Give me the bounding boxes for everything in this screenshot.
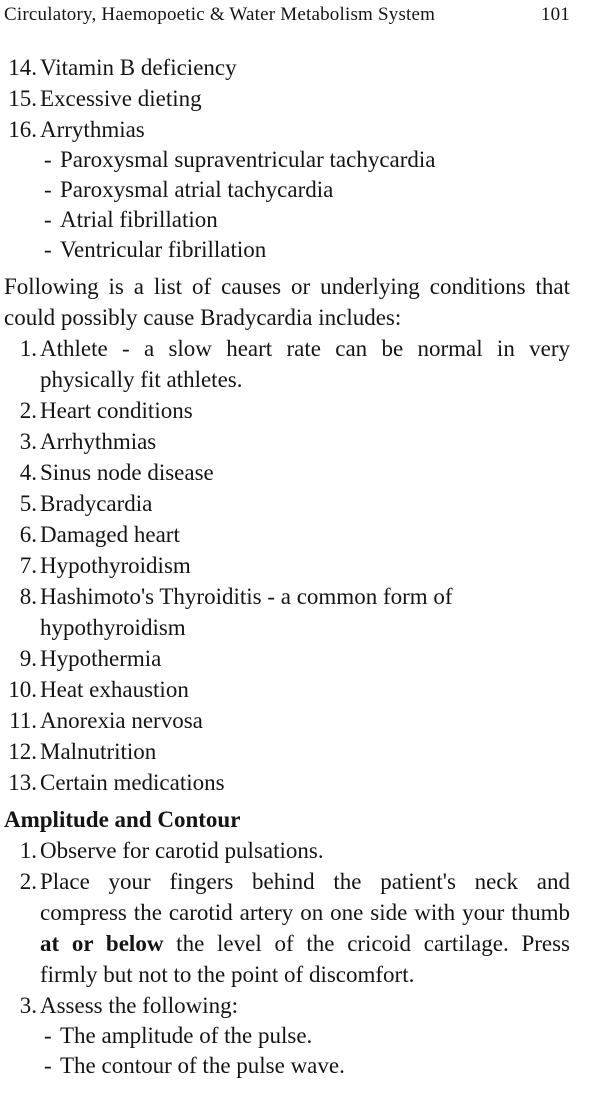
sub-item: - Ventricular fibrillation: [44, 237, 267, 262]
list-item: 14. Vitamin B deficiency: [8, 55, 237, 80]
step-item: 1. Observe for carotid pulsations.: [19, 838, 324, 863]
sub-item: - The amplitude of the pulse.: [44, 1023, 313, 1048]
step-item: 2. Place your fingers behind the patient's neck and compress the carotid artery on one side with your thumb at or below the level of the cricoid cartilage. Press firmly but not to the point of discomfort.: [19, 869, 570, 987]
running-head: [4, 4, 570, 26]
sub-item: - Atrial fibrillation: [44, 207, 218, 232]
list-item: 15. Excessive dieting: [8, 86, 202, 111]
list-item: 3. Arrhythmias: [19, 429, 157, 454]
sub-item: - Paroxysmal supraventricular tachycardia: [44, 147, 436, 172]
assess-sublist: [4, 1021, 570, 1081]
page-number: 101: [540, 4, 570, 25]
section-heading: Amplitude and Contour: [4, 807, 241, 832]
list-item: 1. Athlete - a slow heart rate can be normal in very physically fit athletes.: [19, 336, 570, 392]
sub-item: - Paroxysmal atrial tachycardia: [44, 177, 334, 202]
list-item: 8. Hashimoto's Thyroiditis - a common form of hypothyroidism: [19, 584, 453, 640]
list-item: 4. Sinus node disease: [19, 460, 214, 485]
list-item: 13. Certain medications: [8, 770, 225, 795]
arrythmia-sublist: [4, 145, 570, 265]
continued-list: [4, 52, 570, 145]
bradycardia-intro: Following is a list of causes or underlying conditions that could possibly cause Bradycardia includes:: [4, 274, 570, 330]
list-item: 16. Arrythmias: [8, 117, 145, 142]
list-item: 9. Hypothermia: [19, 646, 162, 671]
list-item: 7. Hypothyroidism: [19, 553, 191, 578]
emphasis: at or below: [40, 931, 164, 956]
list-item: 2. Heart conditions: [19, 398, 193, 423]
list-item: 6. Damaged heart: [19, 522, 180, 547]
page-content: [4, 52, 570, 1081]
list-item: 12. Malnutrition: [8, 739, 157, 764]
list-item: 5. Bradycardia: [19, 491, 153, 516]
step-item: 3. Assess the following:: [19, 993, 239, 1018]
steps-list: [4, 835, 570, 1021]
chapter-title: Circulatory, Haemopoetic & Water Metabolism System: [4, 4, 436, 25]
list-item: 11. Anorexia nervosa: [9, 708, 203, 733]
sub-item: - The contour of the pulse wave.: [44, 1053, 345, 1078]
list-item: 10. Heat exhaustion: [8, 677, 189, 702]
bradycardia-causes-list: [4, 333, 570, 798]
